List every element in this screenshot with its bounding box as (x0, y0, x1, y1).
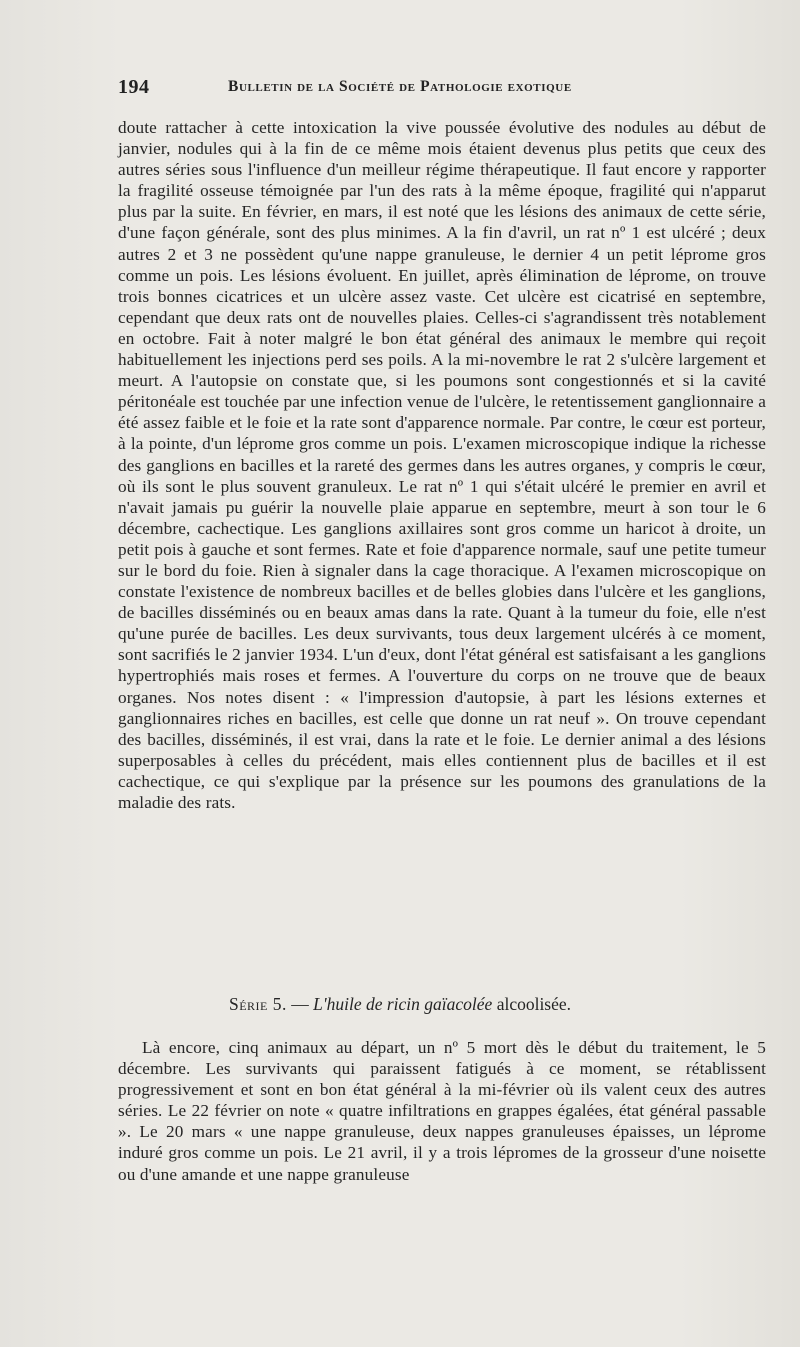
page-header (118, 76, 683, 100)
running-head: Bulletin de la Société de Pathologie exotique (228, 78, 572, 95)
section-dash: — (291, 994, 309, 1014)
paragraph-2: Là encore, cinq animaux au départ, un nº 5 mort dès le début du traitement, le 5 décembre. Les survivants qui paraissent fatigués à ce moment, se rétablissent progressivement et sont en bon état général à la mi-février où ils valent ceux des autres séries. Le 22 février on note « quatre infiltrations en grappes égalées, état général passable ». Le 20 mars « une nappe granuleuse, deux nappes granuleuses épaisses, un léprome induré gros comme un pois. Le 21 avril, il y a trois lépromes de la grosseur d'une noisette ou d'une amande et une nappe granuleuse (118, 1038, 766, 1184)
paragraph-1: doute rattacher à cette intoxication la vive poussée évolutive des nodules au début de janvier, nodules qui à la fin de ce même mois étaient devenus plus petits que ceux des autres séries sous l'influence d'un meilleur régime thérapeutique. Il faut encore y rapporter la fragilité osseuse témoignée par l'un des rats à la même époque, fragilité qui n'apparut plus par la suite. En février, en mars, il est noté que les lésions des animaux de cette série, d'une façon générale, sont des plus minimes. A la fin d'avril, un rat nº 1 est ulcéré ; deux autres 2 et 3 ne possèdent qu'une nappe granuleuse, le dernier 4 un petit léprome gros comme un pois. Les lésions évoluent. En juillet, après élimination de léprome, on trouve trois bonnes cicatrices et un ulcère assez vaste. Cet ulcère est cicatrisé en septembre, cependant que deux rats ont de nouvelles plaies. Celles-ci s'agrandissent très notablement en octobre. Fait à noter malgré le bon état général des animaux le membre qui reçoit habituellement les injections perd ses poils. A la mi-novembre le rat 2 s'ulcère largement et meurt. A l'autopsie on constate que, si les poumons sont congestionnés et si la cavité péritonéale est touchée par une infection venue de l'ulcère, le retentissement ganglionnaire a été assez faible et le foie et la rate sont d'apparence normale. Par contre, le cœur est porteur, à la pointe, d'un léprome gros comme un pois. L'examen microscopique indique la richesse des ganglions en bacilles et la rareté des germes dans les autres organes, y compris le cœur, où ils sont le plus souvent granuleux. Le rat nº 1 qui s'était ulcéré le premier en avril et n'avait jamais pu guérir la nouvelle plaie apparue en septembre, meurt à son tour le 6 décembre, cachectique. Les ganglions axillaires sont gros comme un haricot à droite, un petit pois à gauche et sont fermes. Rate et foie d'apparence normale, sauf une petite tumeur sur le bord du foie. Rien à signaler dans la cage thoracique. A l'examen microscopique on constate l'existence de nombreux bacilles et de belles globies dans l'ulcère et les ganglions, de bacilles disséminés ou en beaux amas dans la rate. Quant à la tumeur du foie, elle n'est qu'une purée de bacilles. Les deux survivants, tous deux largement ulcérés à ce moment, sont sacrifiés le 2 janvier 1934. L'un d'eux, dont l'état général est satisfaisant a les ganglions hypertrophiés mais roses et fermes. A l'ouverture du corps on ne trouve que de beaux organes. Nos notes disent : « l'impression d'autopsie, à part les lésions externes et ganglionnaires riches en bacilles, est celle que donne un rat neuf ». On trouve cependant des bacilles, disséminés, il est vrai, dans la rate et le foie. Le dernier animal a des lésions superposables à celles du précédent, mais elles contiennent plus de bacilles et il est cachectique, ce qui s'explique par la présence sur les poumons des granulations de la maladie des rats. (118, 118, 766, 812)
section-title: L'huile de ricin gaïacolée (313, 994, 493, 1014)
section-title-tail: alcoolisée. (496, 994, 572, 1014)
page-number: 194 (118, 76, 150, 98)
section-label: Série 5. (228, 994, 287, 1014)
section-heading (0, 994, 800, 1015)
